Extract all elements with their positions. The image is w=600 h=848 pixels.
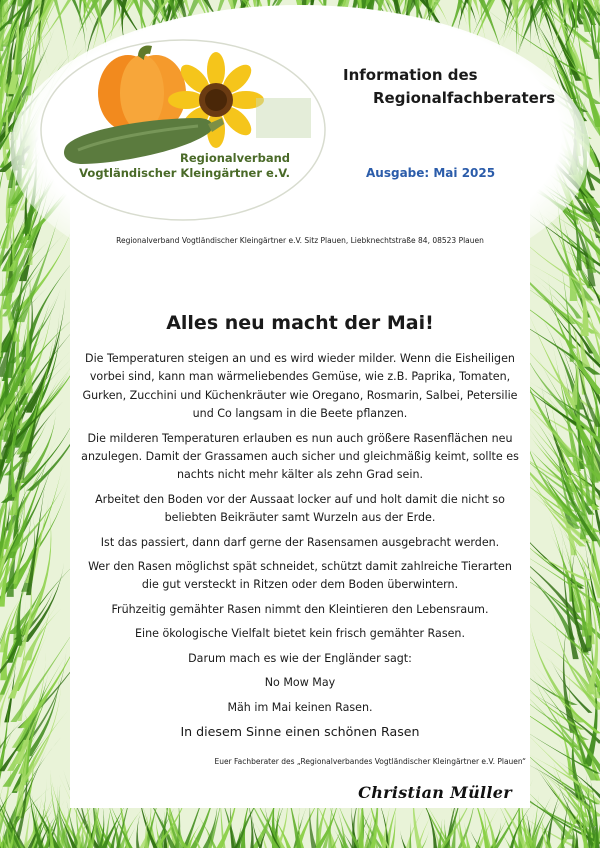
article-paragraph: No Mow May	[264, 676, 336, 690]
article-paragraph: Ist das passiert, dann darf gerne der Rasensamen ausgebracht werden.	[100, 535, 500, 549]
organization-logo	[38, 38, 328, 223]
article-paragraph: Die Temperaturen steigen an und es wird wieder milder. Wenn die Eisheiligen vorbei sind, kann man wärmeliebendes Gemüse, wie z.B. Paprika, Tomaten, Gurken, Zucchini und Küchenkräuter wie Oregano, Rosmarin, Salbei, Petersilie und Co langsam in die Beete pflanzen.	[82, 352, 518, 421]
article-paragraph: Eine ökologische Vielfalt bietet kein frisch gemähter Rasen.	[134, 627, 465, 641]
article-headline: Alles neu macht der Mai!	[166, 312, 434, 334]
article-paragraph: Wer den Rasen möglichst spät schneidet, schützt damit zahlreiche Tierarten die gut versteckt in Ritzen oder dem Boden überwintern.	[88, 560, 512, 592]
title-line-2: Regionalfachberaters	[373, 89, 556, 107]
article-paragraph: Mäh im Mai keinen Rasen.	[227, 700, 373, 714]
signature: Christian Müller	[358, 783, 512, 802]
org-name-line2: Vogtländischer Kleingärtner e.V.	[79, 166, 290, 180]
article-paragraph: Frühzeitig gemähter Rasen nimmt den Kleintieren den Lebensraum.	[111, 602, 489, 616]
article-paragraph: In diesem Sinne einen schönen Rasen	[180, 723, 420, 739]
issue-box	[358, 155, 526, 189]
issue-label: Ausgabe: Mai 2025	[366, 166, 496, 180]
title-line-1: Information des	[343, 66, 478, 84]
article-paragraph: Arbeitet den Boden vor der Aussaat locker auf und holt damit die nicht so beliebten Beikräuter samt Wurzeln aus der Erde.	[95, 492, 505, 525]
org-name-line1: Regionalverband	[180, 151, 290, 165]
newsletter-title	[343, 64, 555, 110]
article-paragraph: Die milderen Temperaturen erlauben es nun auch größere Rasenflächen neu anzulegen. Damit der Grassamen auch sicher und gleichmäßig keimt, sollte es nachts nicht mehr kälter als zehn Grad sein.	[81, 431, 519, 482]
article-paragraph: Darum mach es wie der Engländer sagt:	[188, 651, 412, 665]
closing-line: Euer Fachberater des „Regionalverbandes Vogtländischer Kleingärtner e.V. Plauen“	[214, 757, 526, 766]
address-line: Regionalverband Vogtländischer Kleingärtner e.V. Sitz Plauen, Liebknechtstraße 84, 08523 Plauen	[116, 236, 484, 245]
article	[80, 312, 520, 747]
